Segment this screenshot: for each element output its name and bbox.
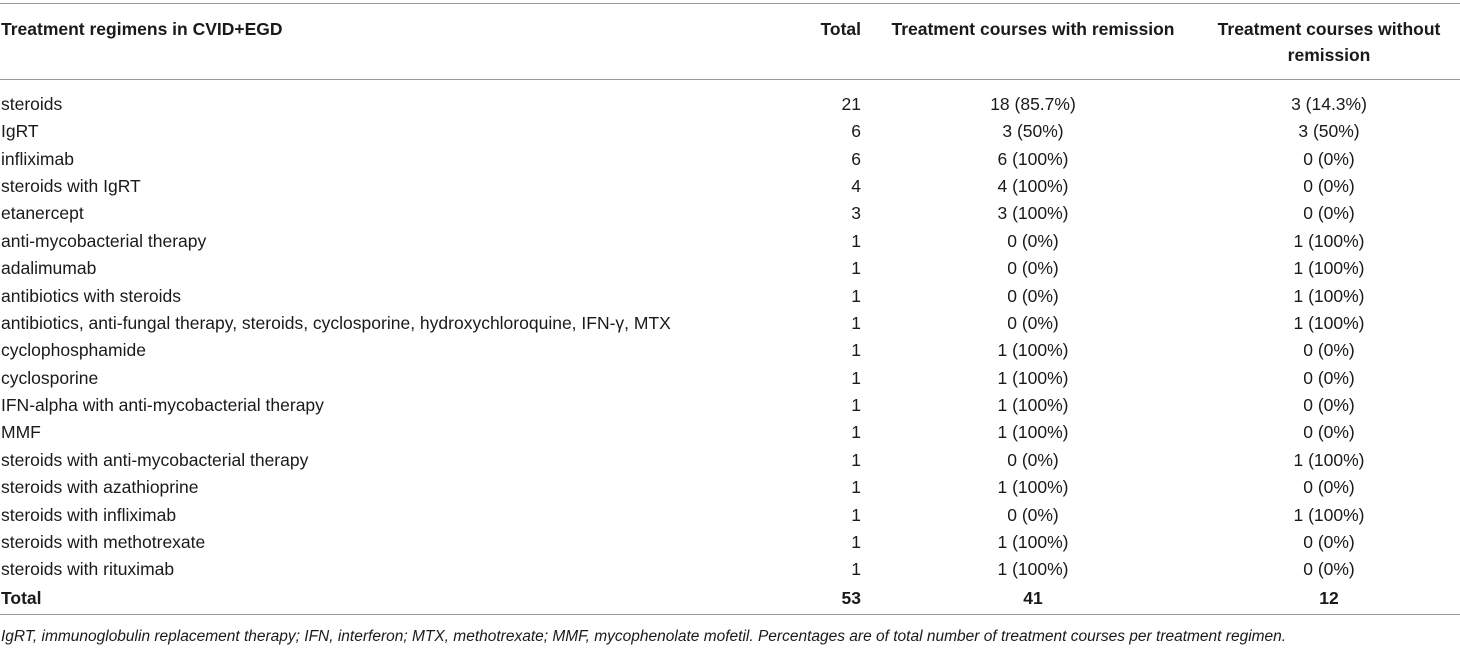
cell-with-remission: 0 (0%) — [1007, 285, 1059, 306]
table-row — [0, 309, 1460, 336]
cell-with-remission: 3 (50%) — [1002, 121, 1064, 142]
cell-with-remission: 0 (0%) — [1007, 449, 1059, 470]
cell-regimen: steroids with infliximab — [1, 504, 177, 525]
table-row — [0, 364, 1460, 391]
cell-total: 1 — [851, 367, 861, 388]
cell-total: 4 — [851, 175, 861, 196]
cell-without-remission: 0 (0%) — [1303, 148, 1355, 169]
cell-without-remission: 0 (0%) — [1303, 203, 1355, 224]
table-row — [0, 446, 1460, 473]
cell-with-remission: 1 (100%) — [997, 367, 1069, 388]
cell-with-remission: 18 (85.7%) — [990, 93, 1076, 114]
table-row — [0, 556, 1460, 583]
cell-total: 6 — [851, 148, 861, 169]
cell-with-remission: 0 (0%) — [1007, 258, 1059, 279]
table-row — [0, 474, 1460, 501]
cell-regimen: steroids — [1, 93, 63, 114]
cell-regimen: cyclophosphamide — [1, 340, 146, 361]
cell-total: 1 — [851, 422, 861, 443]
cell-total: 1 — [851, 559, 861, 580]
cell-with-remission: 1 (100%) — [997, 477, 1069, 498]
header-without-remission: Treatment courses without remission — [1198, 4, 1460, 80]
cell-regimen: cyclosporine — [1, 367, 99, 388]
cell-with-remission: 3 (100%) — [997, 203, 1069, 224]
cell-regimen: steroids with rituximab — [1, 559, 175, 580]
cell-regimen: MMF — [1, 422, 41, 443]
table-row — [0, 254, 1460, 281]
cell-without-remission: 1 (100%) — [1293, 258, 1365, 279]
cell-without-remission: 0 (0%) — [1303, 367, 1355, 388]
cell-with-remission: 1 (100%) — [997, 422, 1069, 443]
cell-with-remission: 0 (0%) — [1007, 230, 1059, 251]
cell-total: 1 — [851, 395, 861, 416]
cell-regimen: steroids with anti-mycobacterial therapy — [1, 449, 309, 470]
total-row-with-remission: 41 — [868, 583, 1198, 614]
header-with-remission: Treatment courses with remission — [868, 4, 1198, 80]
cell-with-remission: 1 (100%) — [997, 532, 1069, 553]
cell-total: 1 — [851, 477, 861, 498]
cell-regimen: adalimumab — [1, 258, 97, 279]
cell-total: 3 — [851, 203, 861, 224]
cell-without-remission: 1 (100%) — [1293, 504, 1365, 525]
cell-regimen: IFN-alpha with anti-mycobacterial therapy — [1, 395, 324, 416]
cell-without-remission: 0 (0%) — [1303, 395, 1355, 416]
cell-total: 6 — [851, 121, 861, 142]
total-row-label: Total — [0, 583, 790, 614]
cell-regimen: steroids with methotrexate — [1, 532, 206, 553]
cell-with-remission: 1 (100%) — [997, 395, 1069, 416]
cell-total: 1 — [851, 504, 861, 525]
cell-without-remission: 1 (100%) — [1293, 230, 1365, 251]
total-row — [0, 583, 1460, 614]
table-row — [0, 118, 1460, 145]
cell-total: 1 — [851, 312, 861, 333]
table-body — [0, 80, 1460, 584]
cell-with-remission: 1 (100%) — [997, 340, 1069, 361]
table-header — [0, 4, 1460, 80]
table-row — [0, 145, 1460, 172]
cell-total: 1 — [851, 340, 861, 361]
cell-without-remission: 1 (100%) — [1293, 285, 1365, 306]
cell-without-remission: 1 (100%) — [1293, 449, 1365, 470]
table-row — [0, 528, 1460, 555]
cell-total: 1 — [851, 285, 861, 306]
cell-total: 1 — [851, 532, 861, 553]
cell-with-remission: 0 (0%) — [1007, 504, 1059, 525]
cell-without-remission: 0 (0%) — [1303, 175, 1355, 196]
table-row — [0, 80, 1460, 118]
cell-without-remission: 0 (0%) — [1303, 559, 1355, 580]
table-row — [0, 200, 1460, 227]
cell-without-remission: 3 (14.3%) — [1291, 93, 1367, 114]
cell-regimen: etanercept — [1, 203, 84, 224]
header-total: Total — [790, 4, 868, 80]
cell-regimen: IgRT — [1, 121, 39, 142]
cell-regimen: steroids with azathioprine — [1, 477, 199, 498]
table-row — [0, 282, 1460, 309]
total-row-without-remission: 12 — [1198, 583, 1460, 614]
cell-without-remission: 0 (0%) — [1303, 477, 1355, 498]
cell-without-remission: 3 (50%) — [1298, 121, 1360, 142]
cell-regimen: steroids with IgRT — [1, 175, 141, 196]
cell-with-remission: 6 (100%) — [997, 148, 1069, 169]
table-row — [0, 227, 1460, 254]
table-row — [0, 172, 1460, 199]
cell-total: 1 — [851, 230, 861, 251]
table-footnote: IgRT, immunoglobulin replacement therapy; IFN, interferon; MTX, methotrexate; MMF, mycophenolate mofetil. Percentages are of total number of treatment courses per treatment regimen. — [1, 628, 1287, 645]
cell-with-remission: 4 (100%) — [997, 175, 1069, 196]
cell-total: 21 — [841, 93, 861, 114]
cell-regimen: antibiotics with steroids — [1, 285, 181, 306]
cell-total: 1 — [851, 449, 861, 470]
table-row — [0, 501, 1460, 528]
cell-without-remission: 0 (0%) — [1303, 340, 1355, 361]
cell-with-remission: 1 (100%) — [997, 559, 1069, 580]
total-row-total: 53 — [790, 583, 868, 614]
cell-with-remission: 0 (0%) — [1007, 312, 1059, 333]
cell-regimen: infliximab — [1, 148, 74, 169]
table-footer — [0, 583, 1460, 614]
table-row — [0, 337, 1460, 364]
cell-without-remission: 1 (100%) — [1293, 312, 1365, 333]
header-regimen: Treatment regimens in CVID+EGD — [0, 4, 790, 80]
table-row — [0, 419, 1460, 446]
cell-regimen: antibiotics, anti-fungal therapy, steroids, cyclosporine, hydroxychloroquine, IFN-γ, MTX — [1, 312, 671, 333]
cell-regimen: anti-mycobacterial therapy — [1, 230, 207, 251]
cell-total: 1 — [851, 258, 861, 279]
treatment-regimens-table — [0, 3, 1460, 615]
cell-without-remission: 0 (0%) — [1303, 532, 1355, 553]
table-row — [0, 391, 1460, 418]
header-row — [0, 4, 1460, 80]
cell-without-remission: 0 (0%) — [1303, 422, 1355, 443]
